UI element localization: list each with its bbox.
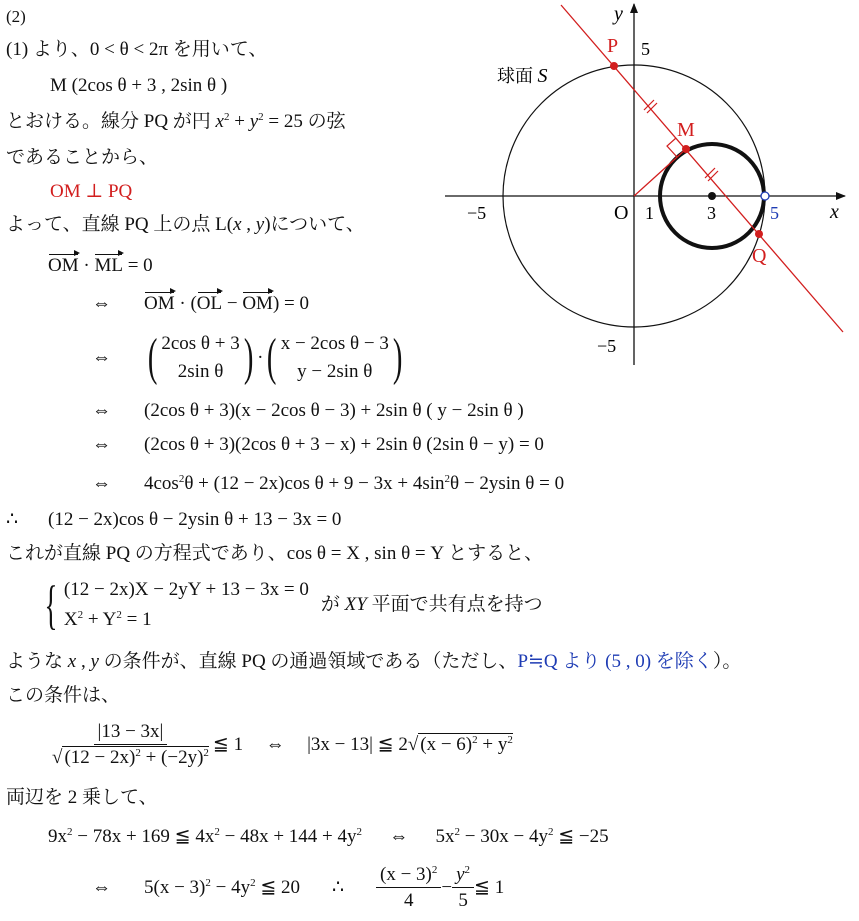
entry: 2sin θ (177, 361, 224, 382)
var-x: x (67, 651, 77, 672)
origin-label: O (614, 202, 629, 224)
expr: 5x (435, 826, 455, 847)
vector-OL: OL (197, 291, 222, 317)
part-label: (2) (6, 7, 26, 26)
right-angle-mark (667, 138, 677, 157)
tick-1: 1 (645, 203, 654, 223)
text: , (76, 651, 91, 672)
vector-OM: OM (48, 253, 79, 279)
minus: − (441, 877, 453, 898)
iff-symbol: ⇔ (265, 734, 285, 755)
text: が (320, 594, 345, 615)
sup: 2 (472, 734, 478, 746)
text: ) = 0 (272, 293, 309, 314)
sup: 2 (454, 826, 461, 838)
excluded-point (761, 192, 769, 200)
expr: (x − 3) (380, 863, 432, 885)
tick-3: 3 (707, 203, 716, 223)
point-M (682, 145, 690, 153)
text: よって、直線 PQ 上の点 L (6, 214, 227, 235)
expression: (2cos θ + 3)(x − 2cos θ − 3) + 2sin θ ( y − 2sin θ ) (144, 400, 524, 421)
sup: 2 (464, 863, 471, 876)
iff-symbol: ⇔ (389, 826, 409, 847)
entry: 2cos θ + 3 (161, 333, 240, 354)
text: ）。 (712, 651, 742, 672)
sup: 2 (258, 111, 264, 123)
iff-symbol: ⇔ (92, 400, 111, 421)
text: = 0 (122, 255, 153, 276)
expression: (2cos θ + 3)(2cos θ + 3 − x) + 2sin θ (2sin θ − y) = 0 (144, 434, 544, 455)
text: とおける。線分 PQ が円 (6, 111, 216, 132)
sup: 2 (356, 826, 363, 838)
expr: θ + (12 − 2x)cos θ + 9 − 3x + 4sin (184, 473, 445, 494)
rhs: |3x − 13| ≦ 2√ $(x - 6)^2 + y^2$ (307, 734, 513, 755)
expr: 4cos (144, 473, 179, 494)
text: ような (6, 651, 68, 672)
tick-neg5-x: −5 (467, 203, 487, 223)
center-point (708, 192, 716, 200)
perpendicular-statement: OM ⊥ PQ (50, 181, 133, 202)
substitution: cos θ = X , sin θ = Y (286, 543, 444, 564)
sup: 2 (203, 746, 209, 759)
var-y: y (249, 111, 259, 132)
sup: 2 (547, 826, 554, 838)
text: とすると、 (443, 543, 544, 564)
expr: − 4y (210, 877, 251, 898)
paren-left: ( (267, 329, 277, 386)
therefore-symbol: ∴ (6, 509, 19, 530)
var-y: y (456, 863, 465, 885)
var-y: y (255, 214, 265, 235)
sup: 2 (250, 877, 256, 889)
expr: 9x (48, 826, 67, 847)
expr: = 1 (121, 609, 152, 630)
text: (1) より、 (6, 39, 90, 60)
text: ) (264, 214, 271, 235)
point-Q (755, 230, 763, 238)
expr: − 48x + 144 + 4y (219, 826, 357, 847)
point-P (610, 62, 618, 70)
text: 平面で共有点を持つ (366, 594, 543, 615)
text: · ( (174, 293, 197, 314)
iff-symbol: ⇔ (92, 347, 111, 368)
sup: 2 (178, 473, 185, 485)
sup: 2 (223, 111, 230, 123)
var-x: x (215, 111, 224, 132)
sup: 2 (135, 746, 141, 759)
text: − (222, 293, 243, 314)
label-P: P (607, 35, 619, 57)
iff-symbol: ⇔ (92, 434, 111, 455)
vector-OM: OM (144, 291, 175, 317)
paren-right: ) (243, 329, 254, 386)
expr: (12 − 2x) (64, 746, 136, 768)
xy-plane: XY (344, 594, 367, 615)
entry: x − 2cos θ − 3 (280, 333, 389, 354)
expr: ≦ 20 (255, 877, 301, 898)
expr: |3x − 13| ≦ 2 (307, 734, 408, 755)
sup: 2 (67, 826, 73, 838)
text: = 25 の弦 (263, 111, 346, 132)
entry: y − 2sin θ (297, 361, 373, 382)
var-x: x (233, 214, 242, 235)
y-axis-label: y (614, 3, 623, 25)
line-4: であることから、 (6, 147, 159, 168)
sup: 2 (431, 863, 438, 876)
dot: · (78, 255, 95, 276)
expr: ≦ −25 (553, 826, 609, 847)
expr: − 30x − 4y (460, 826, 548, 847)
line-19: 両辺を 2 乗して、 (6, 787, 158, 808)
le-one: ≦ 1 (474, 877, 505, 898)
text: , (241, 214, 256, 235)
expr: + Y (83, 609, 117, 630)
numerator: |13 − 3x| (94, 720, 168, 745)
sup: 2 (444, 473, 451, 485)
expr: − 78x + 169 ≦ 4x (72, 826, 215, 847)
vector-ML: ML (94, 253, 123, 279)
expr: + y (477, 734, 508, 755)
sup: 2 (205, 877, 211, 889)
op: + (229, 111, 250, 132)
iff-symbol: ⇔ (92, 877, 111, 898)
text: ( (226, 214, 234, 235)
paren-left: ( (147, 329, 158, 386)
sup: 2 (77, 609, 84, 621)
expr: (x − 6) (420, 734, 473, 755)
sphere-S: S (537, 65, 548, 87)
text: これが直線 PQ の方程式であり、 (6, 543, 287, 564)
therefore-symbol: ∴ (331, 877, 345, 898)
iff-symbol: ⇔ (92, 473, 111, 494)
paren-right: ) (392, 329, 403, 386)
exclusion-note: P≒Q より (5 , 0) を除く (517, 651, 713, 672)
le-one: ≦ 1 (212, 734, 244, 755)
iff-symbol: ⇔ (92, 293, 111, 314)
x-axis-label: x (830, 201, 839, 223)
line-17: この条件は、 (6, 685, 121, 706)
sup: 2 (507, 734, 513, 746)
text: の条件が、直線 PQ の通過領域である（ただし、 (98, 651, 518, 672)
line-PQ (561, 5, 843, 332)
expr: + (−2y) (140, 746, 204, 768)
label-Q: Q (752, 245, 767, 267)
sphere-label (497, 65, 548, 87)
point-M: M (50, 75, 67, 96)
equation-1: (12 − 2x)X − 2yY + 13 − 3x = 0 (63, 579, 309, 600)
sup: 2 (214, 826, 220, 838)
expr: 5(x − 3) (144, 877, 206, 898)
denominator: 4 (403, 889, 414, 911)
sphere-text: 球面 (497, 66, 538, 86)
text: を用いて、 (168, 39, 268, 60)
expr: X (63, 609, 78, 630)
tick-5-y: 5 (641, 39, 650, 59)
brace-left: { (44, 575, 58, 635)
theta-range: 0 < θ < 2π (89, 39, 169, 60)
denominator: √ $(12 - 2x)^2 + (-2y)^2$ (52, 746, 209, 768)
M-coords: (2cos θ + 3 , 2sin θ ) (71, 75, 228, 96)
label-M: M (677, 119, 695, 141)
expr: θ − 2ysin θ = 0 (450, 473, 565, 494)
text: について、 (270, 214, 365, 235)
sup: 2 (116, 609, 122, 621)
vector-OM: OM (242, 291, 273, 317)
tick-5-x: 5 (770, 203, 779, 223)
var-y: y (90, 651, 99, 672)
tick-neg5-y: −5 (597, 336, 617, 356)
denominator: 5 (458, 889, 468, 911)
dot: · (257, 347, 264, 368)
line-PQ-equation: (12 − 2x)cos θ − 2ysin θ + 13 − 3x = 0 (48, 509, 342, 530)
